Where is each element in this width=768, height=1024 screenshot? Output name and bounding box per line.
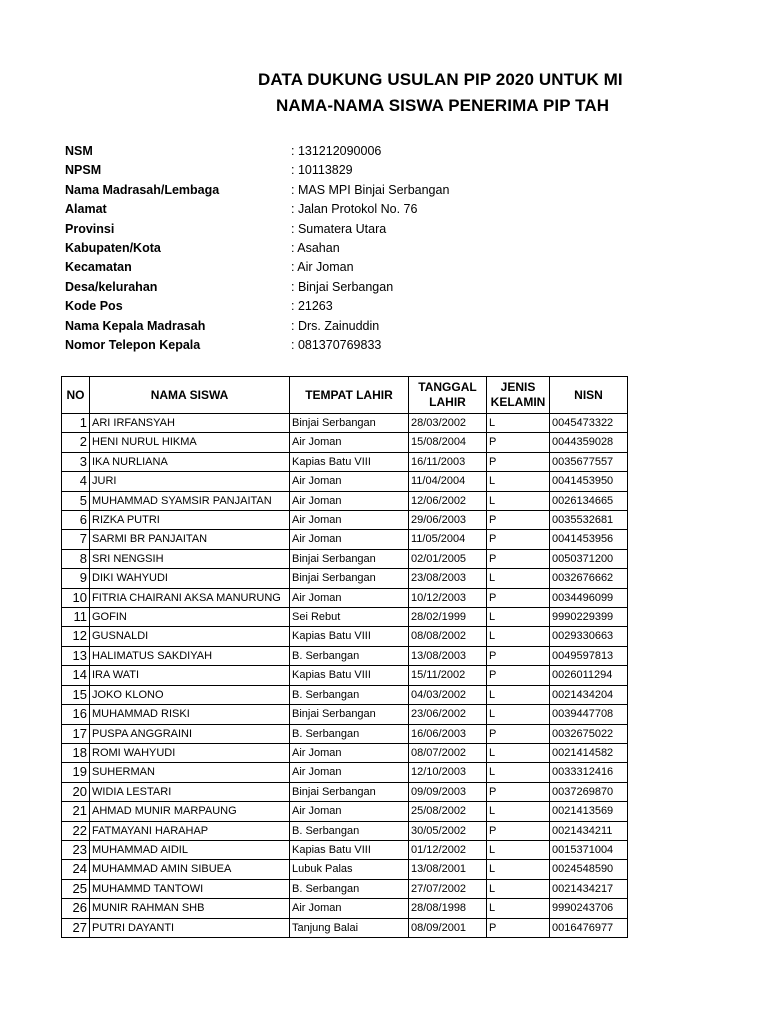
cell-jenis-kelamin: L <box>487 899 550 918</box>
cell-no: 22 <box>62 821 90 840</box>
cell-nisn: 0021434217 <box>550 879 628 898</box>
cell-tanggal-lahir: 13/08/2001 <box>409 860 487 879</box>
cell-tanggal-lahir: 09/09/2003 <box>409 782 487 801</box>
cell-tanggal-lahir: 27/07/2002 <box>409 879 487 898</box>
cell-tanggal-lahir: 28/02/1999 <box>409 608 487 627</box>
info-value: : 10113829 <box>291 163 353 178</box>
info-row <box>65 278 565 297</box>
cell-nisn: 0032675022 <box>550 724 628 743</box>
info-label: NPSM <box>65 163 102 178</box>
school-info <box>65 142 565 355</box>
cell-tanggal-lahir: 15/08/2004 <box>409 433 487 452</box>
cell-jenis-kelamin: P <box>487 511 550 530</box>
cell-nisn: 0026134665 <box>550 491 628 510</box>
cell-nisn: 0021434211 <box>550 821 628 840</box>
cell-nama-siswa: AHMAD MUNIR MARPAUNG <box>90 802 290 821</box>
cell-no: 11 <box>62 608 90 627</box>
cell-nama-siswa: MUNIR RAHMAN SHB <box>90 899 290 918</box>
cell-nama-siswa: RIZKA PUTRI <box>90 511 290 530</box>
cell-tempat-lahir: B. Serbangan <box>290 646 409 665</box>
info-value: : Air Joman <box>291 260 354 275</box>
cell-nama-siswa: WIDIA LESTARI <box>90 782 290 801</box>
cell-tempat-lahir: Binjai Serbangan <box>290 782 409 801</box>
cell-nama-siswa: DIKI WAHYUDI <box>90 569 290 588</box>
cell-nisn: 0021434204 <box>550 685 628 704</box>
cell-jenis-kelamin: P <box>487 530 550 549</box>
table-header-row <box>62 377 628 414</box>
table-row <box>62 608 628 627</box>
cell-tempat-lahir: Air Joman <box>290 511 409 530</box>
cell-nama-siswa: MUHAMMAD SYAMSIR PANJAITAN <box>90 491 290 510</box>
cell-tanggal-lahir: 16/11/2003 <box>409 452 487 471</box>
cell-tempat-lahir: Air Joman <box>290 763 409 782</box>
table-body <box>62 414 628 938</box>
cell-tempat-lahir: Air Joman <box>290 491 409 510</box>
info-value: : 081370769833 <box>291 337 382 352</box>
cell-tempat-lahir: B. Serbangan <box>290 879 409 898</box>
info-label: Provinsi <box>65 221 115 236</box>
cell-jenis-kelamin: P <box>487 433 550 452</box>
cell-no: 17 <box>62 724 90 743</box>
table-row <box>62 899 628 918</box>
cell-nama-siswa: ARI IRFANSYAH <box>90 414 290 433</box>
cell-jenis-kelamin: L <box>487 743 550 762</box>
cell-nisn: 0035677557 <box>550 452 628 471</box>
cell-tanggal-lahir: 08/07/2002 <box>409 743 487 762</box>
cell-nama-siswa: SRI NENGSIH <box>90 549 290 568</box>
cell-no: 2 <box>62 433 90 452</box>
info-value: : 21263 <box>291 299 333 314</box>
cell-tanggal-lahir: 13/08/2003 <box>409 646 487 665</box>
info-row <box>65 142 565 161</box>
table-row <box>62 743 628 762</box>
cell-jenis-kelamin: L <box>487 879 550 898</box>
cell-nisn: 0044359028 <box>550 433 628 452</box>
info-label: Nama Madrasah/Lembaga <box>65 182 220 197</box>
cell-tanggal-lahir: 12/10/2003 <box>409 763 487 782</box>
cell-jenis-kelamin: L <box>487 763 550 782</box>
cell-nisn: 0035532681 <box>550 511 628 530</box>
table-row <box>62 782 628 801</box>
cell-no: 12 <box>62 627 90 646</box>
cell-tempat-lahir: B. Serbangan <box>290 724 409 743</box>
cell-tempat-lahir: Kapias Batu VIII <box>290 627 409 646</box>
cell-jenis-kelamin: P <box>487 452 550 471</box>
cell-nama-siswa: FITRIA CHAIRANI AKSA MANURUNG <box>90 588 290 607</box>
info-value: : Jalan Protokol No. 76 <box>291 202 418 217</box>
cell-jenis-kelamin: L <box>487 802 550 821</box>
info-value: : MAS MPI Binjai Serbangan <box>291 182 450 197</box>
info-label: NSM <box>65 144 93 158</box>
cell-tanggal-lahir: 04/03/2002 <box>409 685 487 704</box>
cell-jenis-kelamin: L <box>487 472 550 491</box>
info-row <box>65 239 565 258</box>
info-label: Kabupaten/Kota <box>65 240 161 255</box>
cell-no: 5 <box>62 491 90 510</box>
table-row <box>62 627 628 646</box>
cell-nama-siswa: PUSPA ANGGRAINI <box>90 724 290 743</box>
table-row <box>62 860 628 879</box>
table-row <box>62 433 628 452</box>
cell-nisn: 0041453956 <box>550 530 628 549</box>
cell-jenis-kelamin: L <box>487 608 550 627</box>
table-row <box>62 821 628 840</box>
info-value: : 131212090006 <box>291 144 382 158</box>
cell-nisn: 0024548590 <box>550 860 628 879</box>
cell-tempat-lahir: Binjai Serbangan <box>290 414 409 433</box>
info-row <box>65 161 565 180</box>
cell-nisn: 0021414582 <box>550 743 628 762</box>
cell-tempat-lahir: Air Joman <box>290 802 409 821</box>
cell-tanggal-lahir: 23/08/2003 <box>409 569 487 588</box>
cell-nama-siswa: JOKO KLONO <box>90 685 290 704</box>
table-row <box>62 879 628 898</box>
table-row <box>62 472 628 491</box>
cell-nama-siswa: JURI <box>90 472 290 491</box>
cell-jenis-kelamin: L <box>487 627 550 646</box>
cell-no: 15 <box>62 685 90 704</box>
cell-nama-siswa: IRA WATI <box>90 666 290 685</box>
info-label: Kode Pos <box>65 299 123 314</box>
info-row <box>65 181 565 200</box>
cell-jenis-kelamin: P <box>487 724 550 743</box>
table-row <box>62 549 628 568</box>
cell-jenis-kelamin: L <box>487 414 550 433</box>
table-row <box>62 705 628 724</box>
cell-nama-siswa: MUHAMMD TANTOWI <box>90 879 290 898</box>
cell-tanggal-lahir: 01/12/2002 <box>409 840 487 859</box>
cell-tempat-lahir: Binjai Serbangan <box>290 569 409 588</box>
cell-nisn: 0039447708 <box>550 705 628 724</box>
table-row <box>62 491 628 510</box>
cell-jenis-kelamin: L <box>487 705 550 724</box>
cell-tempat-lahir: B. Serbangan <box>290 821 409 840</box>
info-value: : Drs. Zainuddin <box>291 318 380 333</box>
cell-tanggal-lahir: 16/06/2003 <box>409 724 487 743</box>
cell-no: 21 <box>62 802 90 821</box>
cell-nisn: 0015371004 <box>550 840 628 859</box>
cell-nisn: 0041453950 <box>550 472 628 491</box>
info-label: Nama Kepala Madrasah <box>65 318 206 333</box>
cell-nisn: 0033312416 <box>550 763 628 782</box>
cell-no: 4 <box>62 472 90 491</box>
cell-no: 20 <box>62 782 90 801</box>
cell-tempat-lahir: Binjai Serbangan <box>290 549 409 568</box>
cell-nama-siswa: SUHERMAN <box>90 763 290 782</box>
cell-no: 9 <box>62 569 90 588</box>
cell-jenis-kelamin: P <box>487 782 550 801</box>
cell-tempat-lahir: Air Joman <box>290 472 409 491</box>
cell-tanggal-lahir: 25/08/2002 <box>409 802 487 821</box>
info-label: Alamat <box>65 202 107 217</box>
cell-no: 25 <box>62 879 90 898</box>
cell-tanggal-lahir: 08/08/2002 <box>409 627 487 646</box>
cell-no: 1 <box>62 414 90 433</box>
header-no: NO <box>62 377 90 414</box>
cell-nisn: 0045473322 <box>550 414 628 433</box>
cell-nama-siswa: MUHAMMAD AIDIL <box>90 840 290 859</box>
cell-no: 13 <box>62 646 90 665</box>
cell-nama-siswa: IKA NURLIANA <box>90 452 290 471</box>
cell-jenis-kelamin: L <box>487 569 550 588</box>
cell-no: 18 <box>62 743 90 762</box>
cell-nama-siswa: SARMI BR PANJAITAN <box>90 530 290 549</box>
cell-tempat-lahir: Kapias Batu VIII <box>290 840 409 859</box>
table-row <box>62 724 628 743</box>
document-title <box>0 70 628 122</box>
cell-nisn: 0026011294 <box>550 666 628 685</box>
table-row <box>62 588 628 607</box>
cell-jenis-kelamin: P <box>487 666 550 685</box>
cell-no: 10 <box>62 588 90 607</box>
cell-nama-siswa: PUTRI DAYANTI <box>90 918 290 937</box>
info-value: : Asahan <box>291 240 340 255</box>
table-row <box>62 802 628 821</box>
info-row <box>65 336 565 355</box>
cell-jenis-kelamin: P <box>487 588 550 607</box>
cell-no: 19 <box>62 763 90 782</box>
cell-no: 6 <box>62 511 90 530</box>
cell-tanggal-lahir: 10/12/2003 <box>409 588 487 607</box>
cell-no: 3 <box>62 452 90 471</box>
cell-jenis-kelamin: L <box>487 860 550 879</box>
cell-nama-siswa: HENI NURUL HIKMA <box>90 433 290 452</box>
cell-nisn: 0050371200 <box>550 549 628 568</box>
table-row <box>62 646 628 665</box>
cell-jenis-kelamin: P <box>487 821 550 840</box>
table-row <box>62 511 628 530</box>
cell-no: 24 <box>62 860 90 879</box>
cell-nisn: 0034496099 <box>550 588 628 607</box>
cell-tempat-lahir: Lubuk Palas <box>290 860 409 879</box>
cell-tempat-lahir: Tanjung Balai <box>290 918 409 937</box>
cell-nama-siswa: ROMI WAHYUDI <box>90 743 290 762</box>
cell-nama-siswa: HALIMATUS SAKDIYAH <box>90 646 290 665</box>
table-row <box>62 918 628 937</box>
info-row <box>65 220 565 239</box>
cell-nama-siswa: MUHAMMAD RISKI <box>90 705 290 724</box>
cell-jenis-kelamin: L <box>487 491 550 510</box>
cell-jenis-kelamin: P <box>487 549 550 568</box>
info-row <box>65 297 565 316</box>
info-row <box>65 317 565 336</box>
cell-no: 16 <box>62 705 90 724</box>
cell-tempat-lahir: Kapias Batu VIII <box>290 666 409 685</box>
table-row <box>62 666 628 685</box>
cell-jenis-kelamin: L <box>487 840 550 859</box>
cell-no: 26 <box>62 899 90 918</box>
info-label: Nomor Telepon Kepala <box>65 337 201 352</box>
header-tempat-lahir: TEMPAT LAHIR <box>290 377 409 414</box>
info-label: Kecamatan <box>65 260 132 275</box>
cell-tempat-lahir: Air Joman <box>290 530 409 549</box>
cell-jenis-kelamin: L <box>487 685 550 704</box>
table-row <box>62 569 628 588</box>
header-jenis-kelamin: JENIS KELAMIN <box>487 377 550 414</box>
cell-tempat-lahir: Kapias Batu VIII <box>290 452 409 471</box>
table-row <box>62 763 628 782</box>
cell-tempat-lahir: B. Serbangan <box>290 685 409 704</box>
table-row <box>62 685 628 704</box>
cell-tempat-lahir: Binjai Serbangan <box>290 705 409 724</box>
cell-tanggal-lahir: 28/08/1998 <box>409 899 487 918</box>
table-row <box>62 840 628 859</box>
cell-nama-siswa: MUHAMMAD AMIN SIBUEA <box>90 860 290 879</box>
cell-tanggal-lahir: 15/11/2002 <box>409 666 487 685</box>
cell-nama-siswa: FATMAYANI HARAHAP <box>90 821 290 840</box>
cell-nisn: 9990243706 <box>550 899 628 918</box>
info-value: : Binjai Serbangan <box>291 279 394 294</box>
cell-nisn: 0037269870 <box>550 782 628 801</box>
cell-tanggal-lahir: 08/09/2001 <box>409 918 487 937</box>
cell-nisn: 0016476977 <box>550 918 628 937</box>
cell-no: 23 <box>62 840 90 859</box>
cell-tanggal-lahir: 11/05/2004 <box>409 530 487 549</box>
cell-tanggal-lahir: 11/04/2004 <box>409 472 487 491</box>
cell-no: 14 <box>62 666 90 685</box>
cell-no: 7 <box>62 530 90 549</box>
header-nisn: NISN <box>550 377 628 414</box>
cell-no: 8 <box>62 549 90 568</box>
cell-nama-siswa: GOFIN <box>90 608 290 627</box>
cell-tanggal-lahir: 02/01/2005 <box>409 549 487 568</box>
cell-tempat-lahir: Air Joman <box>290 433 409 452</box>
cell-nama-siswa: GUSNALDI <box>90 627 290 646</box>
info-label: Desa/kelurahan <box>65 279 158 294</box>
cell-tempat-lahir: Air Joman <box>290 899 409 918</box>
cell-tempat-lahir: Air Joman <box>290 743 409 762</box>
cell-jenis-kelamin: P <box>487 646 550 665</box>
cell-jenis-kelamin: P <box>487 918 550 937</box>
table-row <box>62 530 628 549</box>
cell-nisn: 0029330663 <box>550 627 628 646</box>
cell-nisn: 0021413569 <box>550 802 628 821</box>
cell-tempat-lahir: Air Joman <box>290 588 409 607</box>
cell-tanggal-lahir: 28/03/2002 <box>409 414 487 433</box>
student-table <box>61 376 628 938</box>
info-row <box>65 258 565 277</box>
info-value: : Sumatera Utara <box>291 221 387 236</box>
table-row <box>62 452 628 471</box>
title-line-1: DATA DUKUNG USULAN PIP 2020 UNTUK MI <box>258 70 623 89</box>
cell-tanggal-lahir: 30/05/2002 <box>409 821 487 840</box>
cell-tanggal-lahir: 23/06/2002 <box>409 705 487 724</box>
cell-nisn: 0049597813 <box>550 646 628 665</box>
info-row <box>65 200 565 219</box>
table-row <box>62 414 628 433</box>
header-nama-siswa: NAMA SISWA <box>90 377 290 414</box>
cell-nisn: 0032676662 <box>550 569 628 588</box>
cell-no: 27 <box>62 918 90 937</box>
header-tanggal-lahir: TANGGAL LAHIR <box>409 377 487 414</box>
cell-tanggal-lahir: 12/06/2002 <box>409 491 487 510</box>
cell-nisn: 9990229399 <box>550 608 628 627</box>
cell-tanggal-lahir: 29/06/2003 <box>409 511 487 530</box>
title-line-2: NAMA-NAMA SISWA PENERIMA PIP TAH <box>276 96 610 115</box>
cell-tempat-lahir: Sei Rebut <box>290 608 409 627</box>
